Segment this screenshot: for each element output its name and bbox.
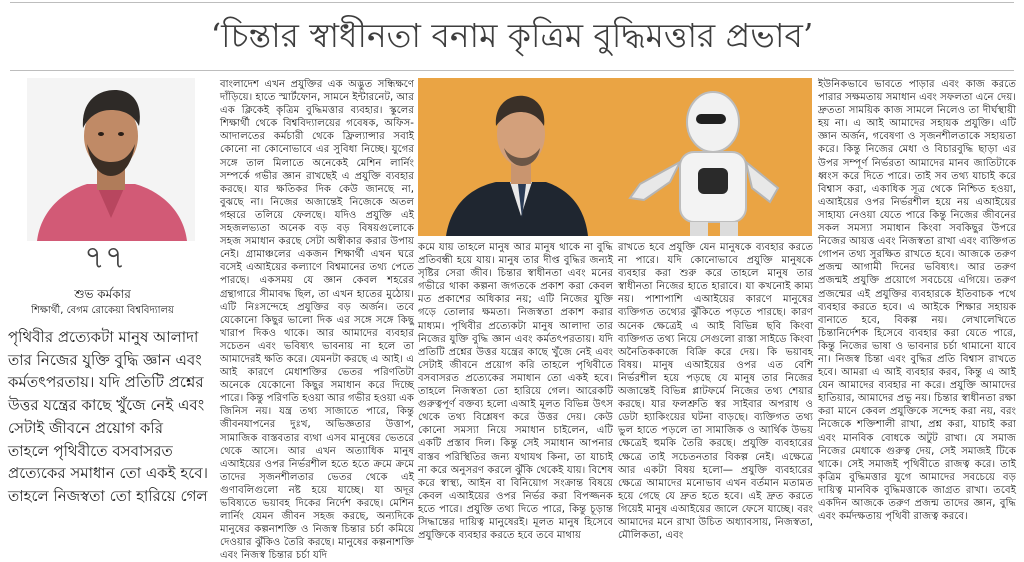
article-column-2 <box>418 241 613 554</box>
column-2-text: কমে যায় তাহলে মানুষ আর মানুষ থাকে না বুদ্ধি প্রতিবন্ধী হয়ে যায়। মানুষ তার দীপ্ত বুদ্ধির জন্যই সৃষ্টির সেরা জীব। চিন্তার স্বাধীনতা এবং মনের গভীরে থাকা কল্পনা জগতকে প্রকাশ করা কেবল মত প্রকাশের অধিকার নয়; এটি নিজের যুক্তি গড়ে তোলার ক্ষমতা। নিজস্বতা প্রকাশ করার মাধ্যম। পৃথিবীর প্রত্যেকটা মানুষ আলাদা তার নিজের যুক্তি বুদ্ধি জ্ঞান এবং কর্মতৎপরতায়। যদি প্রতিটি প্রশ্নের উত্তর যন্ত্রের কাছে খুঁজে নেই এবং সেটাই জীবনে প্রয়োগ করি তাহলে পৃথিবীতে বসবাসরত প্রত্যেকের সমাধান তো একই হবে। তাহলে নিজস্বতা তো হারিয়ে গেল। আরেকটি গুরুত্বপূর্ণ বক্তব্য হলো এআই মূলত বিভিন্ন উৎস থেকে তথ্য বিশ্লেষণ করে উত্তর দেয়। কেউ কোনো সমস্যা নিয়ে সমাধান চাইলেন, এটি একটি প্রস্তাব দিল। কিন্তু সেই সমাধান আপনার বাস্তব পরিস্থিতির জন্য যথাযথ কিনা, তা যাচাই না করে অনুসরণ করলে ঝুঁকি থেকেই যায়। বিশেষ করে স্বাস্থ্য, আইন বা বিনিয়োগ সংক্রান্ত বিষয়ে কেবল এআইয়ের ওপর নির্ভর করা বিপজ্জনক হতে পারে। প্রযুক্তি তথ্য দিতে পারে, কিন্তু চূড়ান্ত সিদ্ধান্তের দায়িত্ব মানুষেরই। মূলত মানুষ হিসেবে প্রযুক্তিকে ব্যবহার করতে হবে তবে মাথায় <box>418 242 613 542</box>
author-name: শুভ কর্মকার <box>74 287 131 301</box>
article-column-4 <box>818 78 1016 554</box>
column-4-text: ইউনিকভাবে ভাবতে পাড়ার এবং কাজ করতে পারার সক্ষমতায় সমাধান এবং সফলতা এনে দেয়। দ্রুততা সাময়িক কাজ সামলে নিলেও তা দীর্ঘস্থায়ী হয় না। এ আই আমাদের সহায়ক প্রযুক্তি। এটি জ্ঞান অর্জন, গবেষণা ও সৃজনশীলতাকে সহায়তা করে। কিন্তু নিজের মেধা ও বিচারবুদ্ধি ছাড়া এর উপর সম্পূর্ণ নির্ভরতা আমাদের মানব জাতিটাকে ধ্বংস করে দিতে পারে। তাই সব তথ্য যাচাই করে বিশ্বাস করা, একাধিক সূত্র থেকে নিশ্চিত হওয়া, এআইয়ের ওপর নির্ভরশীল হয়ে নয় এআইয়ের সাহায্য নেওয়া যেতে পারে কিন্তু নিজের জীবনের সকল সমস্যা সমাধান কিংবা সবকিছুর উপরে নিজের আয়ত্ত এবং নিজস্বতা রাখা এবং ব্যক্তিগত গোপন তথ্য সুরক্ষিত রাখতে হবে। আজকে তরুণ প্রজন্ম আগামী দিনের ভবিষ্যৎ। আর তরুণ প্রজন্মই প্রযুক্তি প্রয়োগে সবচেয়ে এগিয়ে। তরুণ প্রজন্মের এই প্রযুক্তির ব্যবহারকে ইতিবাচক পথে ব্যবহার করতে হবে। এ আইকে শিক্ষার সহায়ক বানাতে হবে, বিকল্প নয়। লেখালেখিতে চিন্তানির্দেশক হিসেবে ব্যবহার করা যেতে পারে, কিন্তু নিজের ভাষা ও ভাবনার চর্চা থামানো যাবে না। নিজস্ব চিন্তা এবং বুদ্ধির প্রতি বিশ্বাস রাখতে হবে। আমরা এ আই ব্যবহার করব, কিন্তু এ আই যেন আমাদের ব্যবহার না করে। প্রযুক্তি আমাদের হাতিয়ার, আমাদের প্রভু নয়। চিন্তার স্বাধীনতা রক্ষা করা মানে কেবল প্রযুক্তিকে সন্দেহ করা নয়, বরং নিজেকে শক্তিশালী রাখা, প্রশ্ন করা, যাচাই করা এবং মানবিক বোধকে অটুট রাখা। যে সমাজ নিজের মেধাকে গুরুত্ব দেয়, সেই সমাজই টিকে থাকে। সেই সমাজই পৃথিবীতে রাজত্ব করে। তাই কৃত্রিম বুদ্ধিমত্তার যুগে আমাদের সবচেয়ে বড় দায়িত্ব মানবিক বুদ্ধিমত্তাকে জাগ্রত রাখা। তবেই একদিন আজকে তরুণ প্রজন্ম তাদের জ্ঞান, বুদ্ধি এবং কর্মদক্ষতায় পৃথিবী রাজত্ব করবে। <box>818 79 1017 523</box>
author-role: শিক্ষার্থী, বেগম রোকেয়া বিশ্ববিদ্যালয় <box>31 305 174 316</box>
headline-rule <box>10 70 1014 71</box>
headline: ‘চিন্তার স্বাধীনতা বনাম কৃত্রিম বুদ্ধিমত্তার প্রভাব’ <box>210 16 814 55</box>
pull-quote: পৃথিবীর প্রত্যেকটা মানুষ আলাদা তার নিজের যুক্তি বুদ্ধি জ্ঞান এবং কর্মতৎপরতায়। যদি প্রতিটি প্রশ্নের উত্তর যন্ত্রের কাছে খুঁজে নেই এবং সেটাই জীবনে প্রয়োগ করি তাহলে পৃথিবীতে বসবাসরত প্রত্যেকের সমাধান তো একই হবে। তাহলে নিজস্বতা তো হারিয়ে গেল <box>8 328 208 505</box>
author-photo <box>27 78 195 241</box>
top-rule <box>10 2 1014 3</box>
column-1-text: বাংলাদেশ এখন প্রযুক্তির এক অদ্ভুত সন্ধিক্ষণে দাঁড়িয়ে। হাতে স্মার্টফোন, সামনে ইন্টারনেট, আর এক ক্লিকেই কৃত্রিম বুদ্ধিমত্তার ব্যবহার। স্কুলের শিক্ষার্থী থেকে বিশ্ববিদ্যালয়ের গবেষক, অফিস-আদালতের কর্মচারী থেকে ফ্রিল্যান্সার সবাই কোনো না কোনোভাবে এর সুবিধা নিচ্ছে। যুগের সঙ্গে তাল মিলাতে অনেকেই মেশিন লার্নিং সম্পর্কে গভীর জ্ঞান রাখছেই এ প্রযুক্তি ব্যবহার করছে। যার ক্ষতিকর দিক কেউ জানছে না, বুঝছে না। নিজের অজান্তেই নিজেকে অতল গহ্বরে তলিয়ে ফেলছে। যদিও প্রযুক্তি এই সহজলভ্যতা অনেক বড় বড় বিষয়গুলোকে সহজ সমাধান করছে সেটা অস্বীকার করার উপায় নেই। গ্রামাঞ্চলের একজন শিক্ষার্থী এখন ঘরে বসেই এআইয়ের কল্যাণে বিশ্বমানের তথ্য পেতে পারছে। একসময় যে জ্ঞান কেবল শহরের গ্রন্থাগারে সীমাবদ্ধ ছিল, তা এখন হাতের মুঠোয়। এটি নিঃসন্দেহে প্রযুক্তির বড় অর্জন। তবে যেকোনো কিছুর ভালো দিক এর সঙ্গে সঙ্গে কিছু খারাপ দিকও থাকে। আর আমাদের ব্যবহার সচেতন এবং ভবিষ্যৎ ভাবনায় না হলে তা আমাদেরই ক্ষতি করে। যেমনটা করছে এ আই। এ আই কারণে মেধাশক্তির ভেতর পরিণতিটা অনেকে যেকোনো কিছুর সমাধান করে দিচ্ছে পারে। কিন্তু পরিণতি হওয়া আর গভীর হওয়া এক জিনিস নয়। যন্ত্র তথ্য সাজাতে পারে, কিন্তু জীবনযাপনের দুঃখ, অভিজ্ঞতার উত্তাপ, সামাজিক বাস্তবতার ব্যথা এসব মানুষের ভেতরে থেকে আসে। আর এখন অত্যাধিক মানুষ এআইয়ের ওপর নির্ভরশীল হতে হতে ক্রমে ক্রমে তাদের সৃজনশীলতার ভেতর থেকে এই গুণাবলিগুলো নষ্ট হয়ে যাচ্ছে। যা অদূর ভবিষ্যতে ভয়াবহ দিকের নির্দেশ করছে। মেশিন লার্নিং যেমন জীবন সহজ করছে, অন্যদিকে মানুষের কল্পনাশক্তি ও নিজস্ব চিন্তার চর্চা কমিয়ে দেওয়ার ঝুঁকিও তৈরি করছে। মানুষের কল্পনাশক্তি এবং নিজস্ব চিন্তার চর্চা যদি <box>220 79 414 562</box>
quote-icon: ৭৭ <box>84 238 126 276</box>
article-column-3 <box>618 241 813 554</box>
illustration-man-vs-robot <box>418 78 812 236</box>
column-3-text: রাখতে হবে প্রযুক্তি যেন মানুষকে ব্যবহার করতে না পারে। যদি কোনোভাবে প্রযুক্তি মানুষকে ব্যবহার করা শুরু করে তাহলে মানুষ তার স্বাধীনতা নিজের হাতে হারাবে। যা কখনোই কাম্য নয়। পাশাপাশি এআইয়ের কারণে মানুষের ব্যক্তিগত তথ্যের ঝুঁকিতে পড়তে পারছে। কারণ অনেক ক্ষেত্রেই এ আই বিভিন্ন ছবি কিংবা ব্যক্তিগত তথ্য নিয়ে সেগুলো রাস্তা সাইডে কিংবা অনৈতিককাজে বিক্রি করে দেয়। কি ভয়াবহ বিষয়। মানুষ এআইয়ের ওপর এত বেশি নির্ভরশীল হয়ে পড়ছে যে মানুষ তার নিজের অজান্তেই বিভিন্ন প্লাটফর্মে নিজের তথ্য শেয়ার করছে। যার ফলশ্রুতি স্বর সাইবার অপরাধ ও ডেটা হ্যাকিংয়ের ঘটনা বাড়ছে। ব্যক্তিগত তথ্য ভুল হাতে পড়লে তা সামাজিক ও আর্থিক উভয় ক্ষেত্রেই হুমকি তৈরি করছে। প্রযুক্তি ব্যবহারের ক্ষেত্রে তাই সচেতনতার বিকল্প নেই। এক্ষেত্রে আর একটা বিষয় হলো— প্রযুক্তি ব্যবহারের ক্ষেত্রে আমাদের মনোভাব এখন বর্তমান মতামত হয়ে গেছে যে দ্রুত হতে হবে। এই দ্রুত করতে গিয়েই মানুষ এআইয়ের জালে ফেসে যাচ্ছে। বরং আমাদের মনে রাখা উচিত অধ্যাবসায়, নিজস্বতা, মৌলিকতা, এবং <box>618 242 813 542</box>
article-column-1 <box>220 78 414 562</box>
